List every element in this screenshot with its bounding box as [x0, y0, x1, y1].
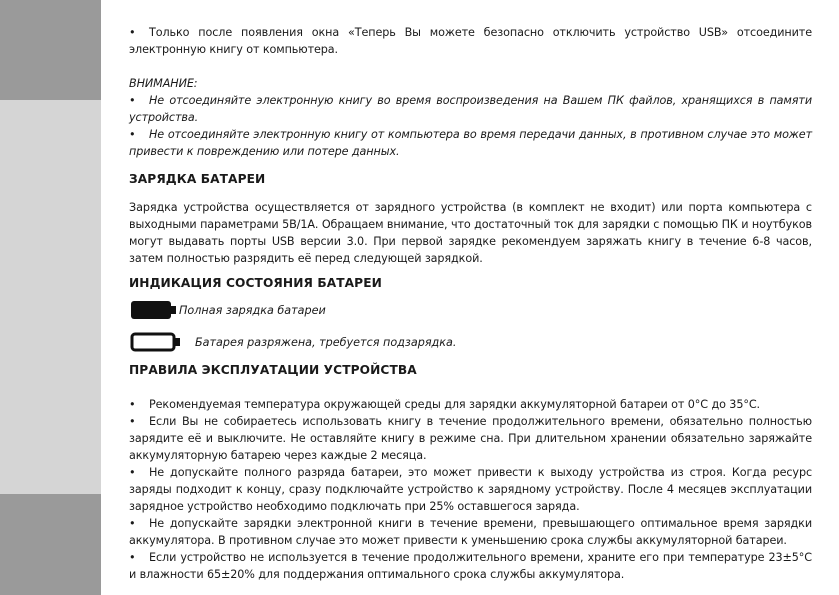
- rule-item: • Не допускайте зарядки электронной книги в течение времени, превышающего оптимальное время зарядки аккумулятора. В противном случае это может привести к уменьшению срока службы аккумуляторной батареи.: [129, 517, 812, 547]
- rules-heading: ПРАВИЛА ЭКСПЛУАТАЦИИ УСТРОЙСТВА: [129, 363, 417, 377]
- charging-heading: ЗАРЯДКА БАТАРЕИ: [129, 172, 266, 186]
- indication-heading: ИНДИКАЦИЯ СОСТОЯНИЯ БАТАРЕИ: [129, 276, 382, 290]
- warning-title: ВНИМАНИЕ:: [129, 77, 198, 90]
- warning-item: • Не отсоединяйте электронную книгу от компьютера во время передачи данных, в противном случае это может привести к повреждению или потере данных.: [129, 128, 812, 158]
- usb-disconnect-paragraph: • Только после появления окна «Теперь Вы можете безопасно отключить устройство USB» отсоедините электронную книгу от компьютера.: [129, 26, 812, 56]
- battery-full-icon: [129, 300, 179, 320]
- warning-item: • Не отсоединяйте электронную книгу во время воспроизведения на Вашем ПК файлов, хранящихся в памяти устройства.: [129, 94, 812, 124]
- battery-empty-row: [129, 332, 812, 352]
- sidebar-top-block: [0, 0, 101, 100]
- charging-paragraph: Зарядка устройства осуществляется от зарядного устройства (в комплект не входит) или порта компьютера с выходными параметрами 5В/1А. Обращаем внимание, что достаточный ток для зарядки с помощью ПК и ноутбуков могут выдавать порты USB версии 3.0. При первой зарядке рекомендуем заряжать книгу в течение 6-8 часов, затем полностью разрядить её перед следующей зарядкой.: [129, 201, 812, 265]
- battery-full-label: Полная зарядка батареи: [179, 303, 326, 317]
- rule-item: • Если Вы не собираетесь использовать книгу в течение продолжительного времени, обязательно полностью зарядите её и выключите. Не оставляйте книгу в режиме сна. При длительном хранении обязательно заряжайте аккумуляторную батарею через каждые 2 месяца.: [129, 415, 812, 462]
- rule-item: • Если устройство не используется в течение продолжительного времени, храните его при температуре 23±5°С и влажности 65±20% для поддержания оптимального срока службы аккумулятора.: [129, 551, 812, 581]
- sidebar-bottom-block: [0, 494, 101, 595]
- rule-item: • Не допускайте полного разряда батареи, это может привести к выходу устройства из строя. Когда ресурс заряды подходит к концу, сразу подключайте устройство к зарядному устройству. После 4 месяцев эксплуатации зарядное устройство необходимо подключать при 25% оставшегося заряда.: [129, 466, 812, 513]
- rule-item: • Рекомендуемая температура окружающей среды для зарядки аккумуляторной батареи от 0°С до 35°С.: [129, 398, 760, 411]
- sidebar-middle-block: [0, 100, 101, 494]
- page-sidebar: [0, 0, 101, 595]
- battery-full-row: [129, 300, 812, 320]
- battery-empty-icon: [129, 332, 195, 352]
- document-content: [129, 24, 812, 583]
- battery-empty-label: Батарея разряжена, требуется подзарядка.: [195, 335, 457, 349]
